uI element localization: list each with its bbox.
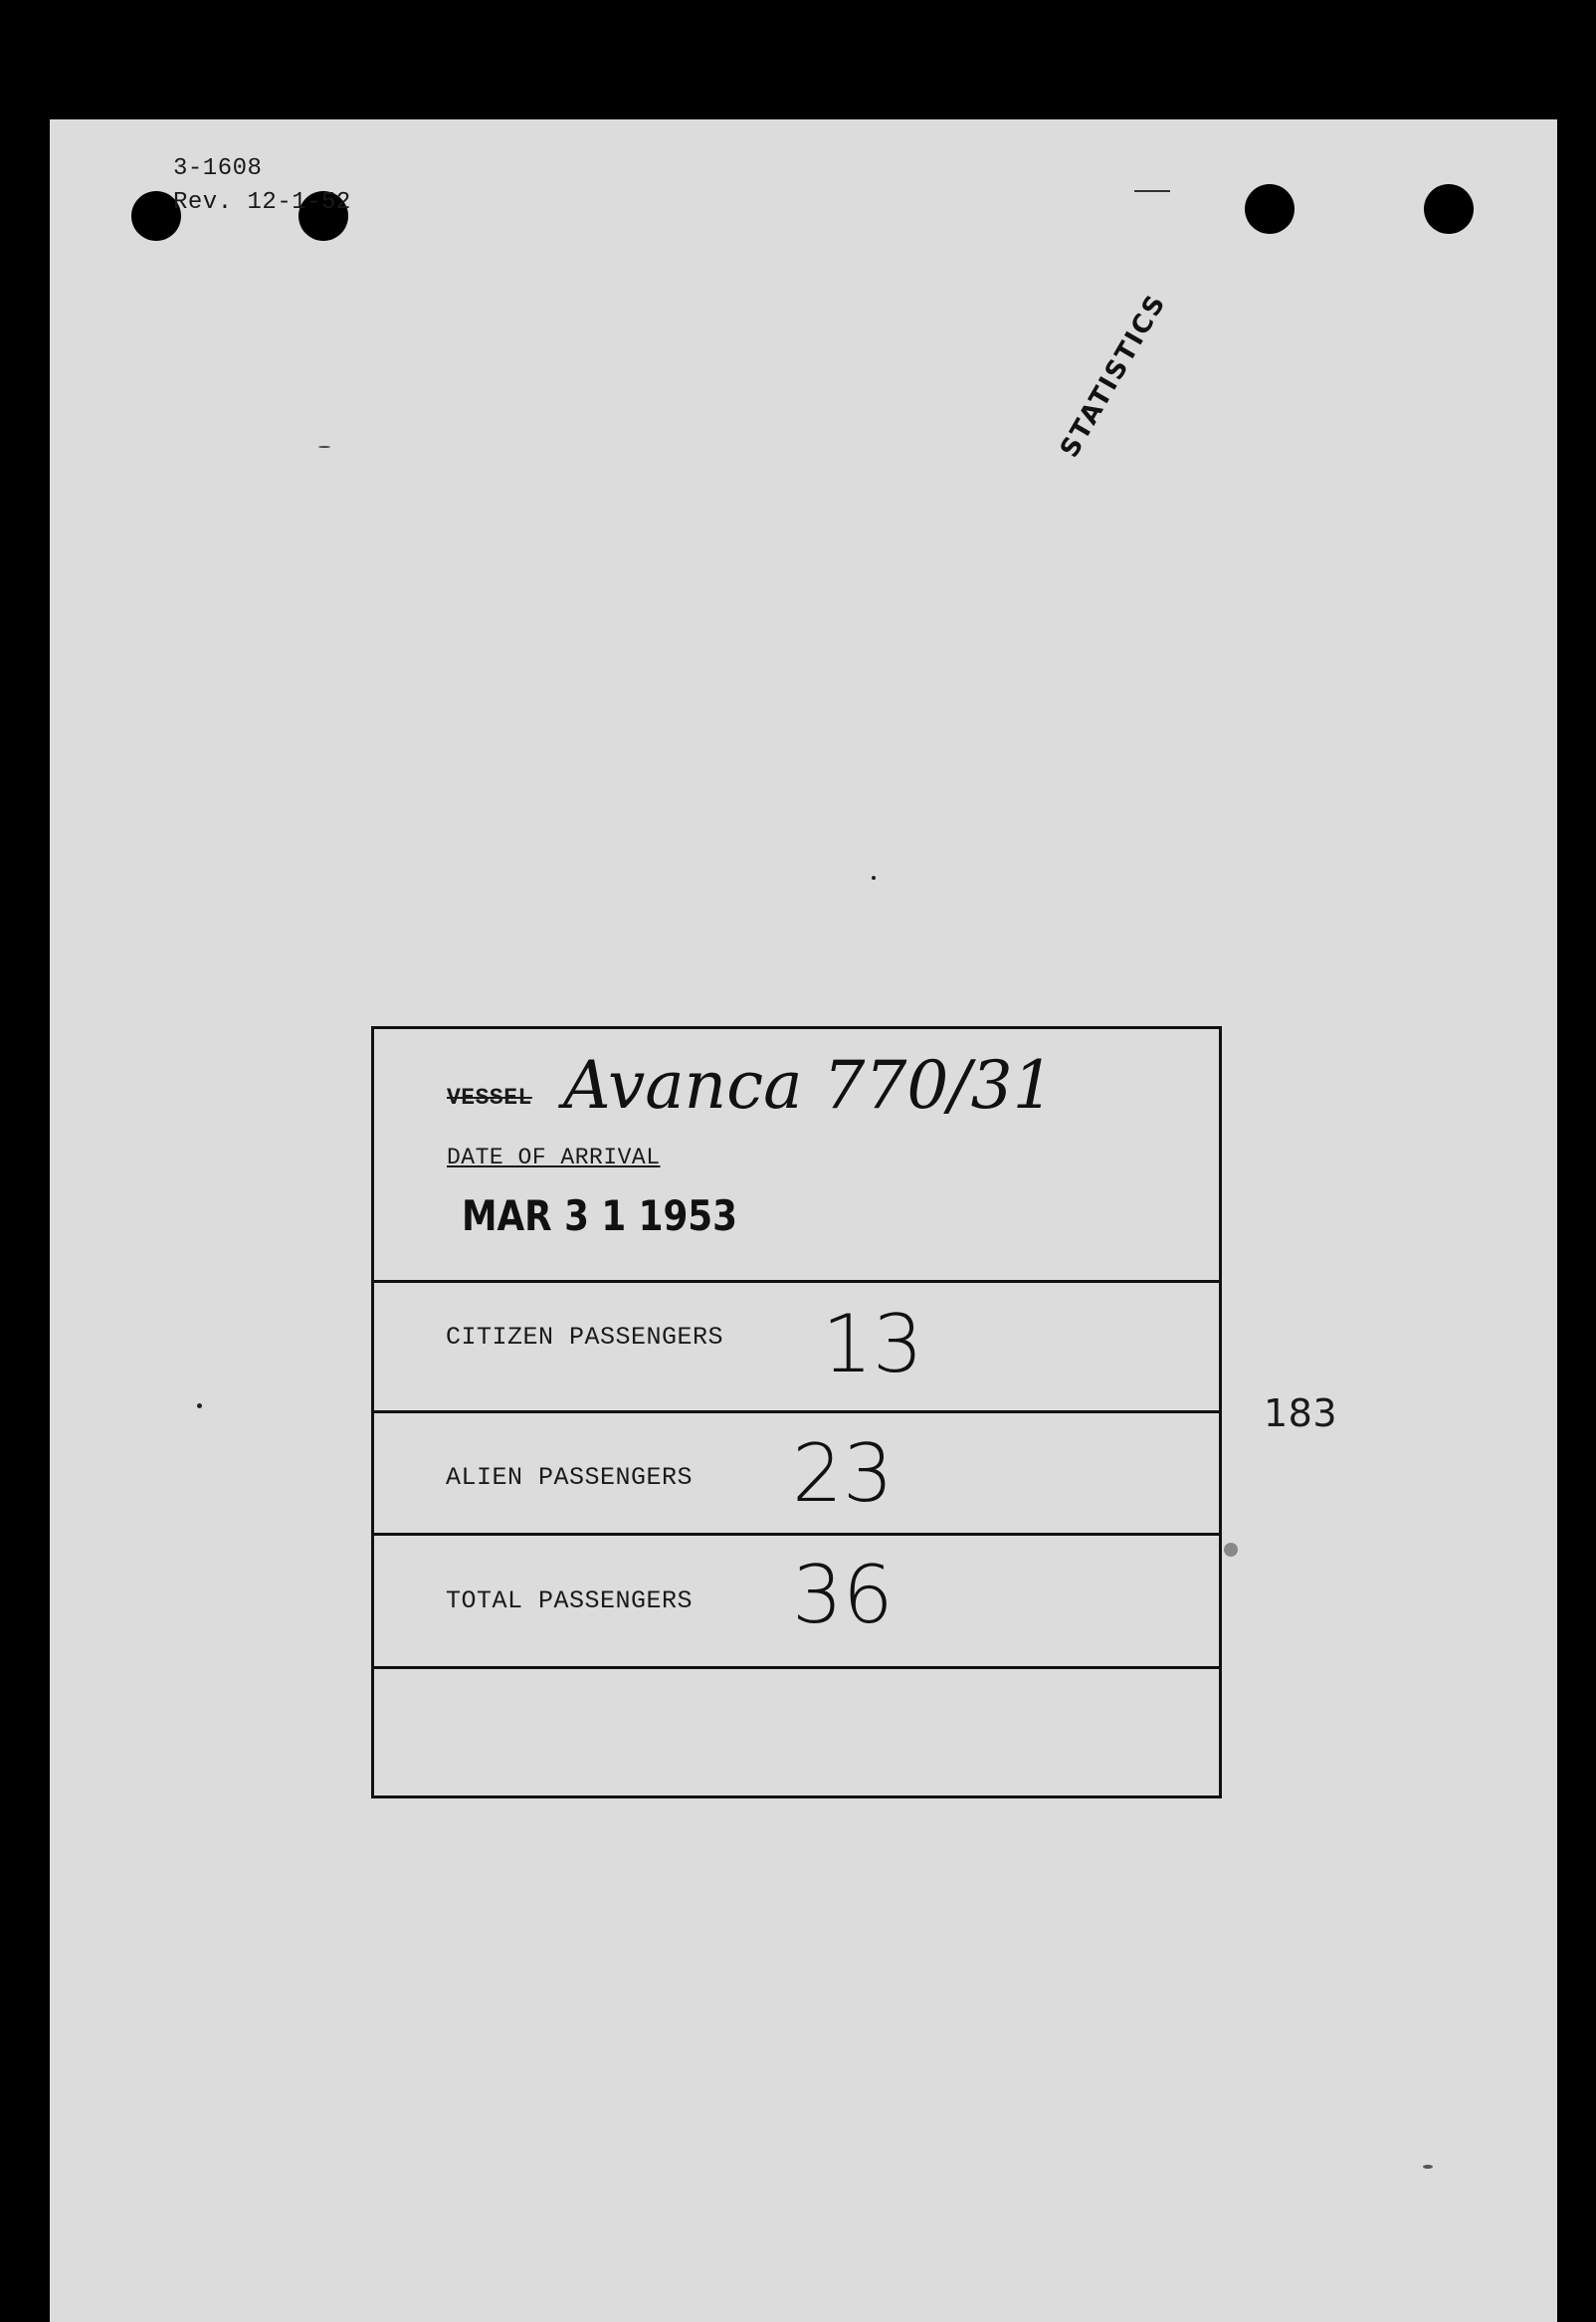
citizen-passengers-label: CITIZEN PASSENGERS [446, 1323, 724, 1352]
header-dash-mark [1134, 190, 1170, 192]
vessel-label: VESSEL [447, 1085, 532, 1111]
form-revision: Rev. 12-1-52 [173, 189, 351, 216]
scan-speck [1423, 2165, 1433, 2169]
arrival-label: DATE OF ARRIVAL [447, 1145, 661, 1170]
statistics-stamp: STATISTICS [1055, 289, 1173, 463]
punch-hole-right-2 [1424, 184, 1474, 234]
row-divider [374, 1533, 1219, 1536]
scan-speck [872, 876, 876, 880]
form-number: 3-1608 [173, 155, 263, 182]
margin-note: 183 [1264, 1391, 1338, 1435]
arrival-date-stamp: MAR 3 1 1953 [462, 1191, 737, 1240]
row-divider [374, 1410, 1219, 1413]
row-divider [374, 1666, 1219, 1669]
scan-speck [318, 446, 330, 448]
total-passengers-label: TOTAL PASSENGERS [446, 1586, 694, 1615]
citizen-passengers-value: 13 [822, 1298, 923, 1390]
alien-passengers-value: 23 [792, 1427, 894, 1520]
scan-speck [1224, 1543, 1238, 1557]
total-passengers-value: 36 [792, 1549, 894, 1641]
scan-speck [197, 1403, 202, 1408]
alien-passengers-label: ALIEN PASSENGERS [446, 1463, 694, 1492]
row-divider [374, 1280, 1219, 1283]
punch-hole-right [1245, 184, 1295, 234]
passenger-form-box [371, 1026, 1222, 1798]
vessel-value: Avanca 770/31 [563, 1047, 1055, 1124]
document-sheet [50, 119, 1557, 2322]
